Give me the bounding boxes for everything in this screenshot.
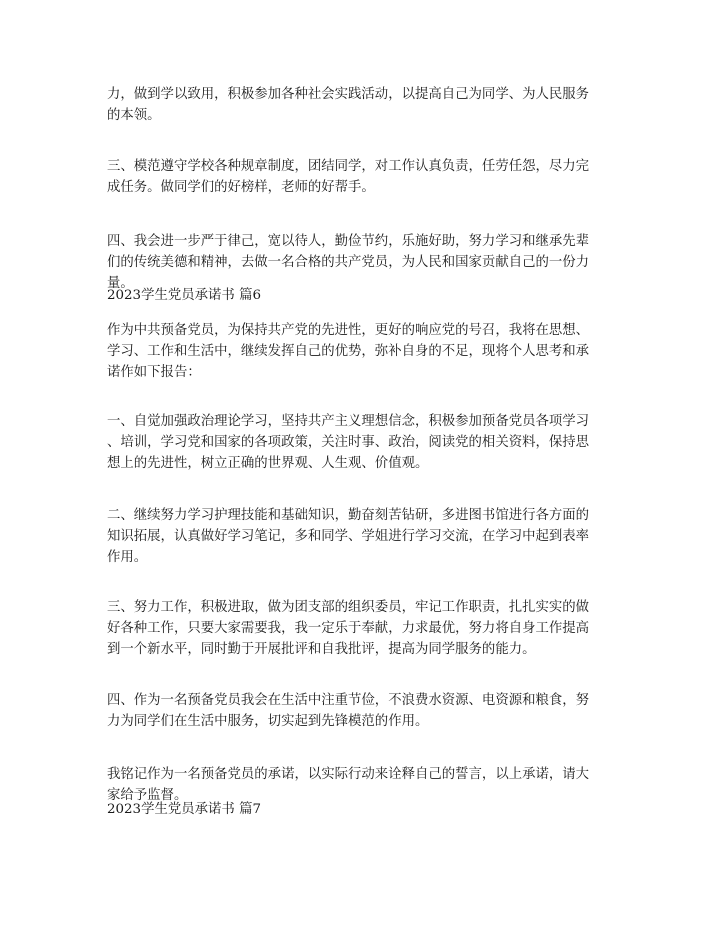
text-line: 四、我会进一步严于律己，宽以待人，勤俭节约，乐施好助，努力学习和继承先辈: [107, 234, 590, 249]
text-line: 到一个新水平，同时勤于开展批评和自我批评，提高为同学服务的能力。: [107, 642, 536, 657]
text-line: 、培训，学习党和国家的各项政策，关注时事、政治，阅读党的相关资料，保持思: [107, 435, 590, 450]
paragraph-item-1: [107, 411, 619, 474]
text-line: 量。: [107, 276, 134, 291]
text-line: 三、努力工作，积极进取，做为团支部的组织委员，牢记工作职责，扎扎实实的做: [107, 600, 590, 615]
paragraph-intro: [107, 320, 619, 383]
text-line: 作为中共预备党员，为保持共产党的先进性，更好的响应党的号召，我将在思想、: [107, 323, 590, 338]
text-line: 成任务。做同学们的好榜样，老师的好帮手。: [107, 180, 375, 195]
text-line: 诺作如下报告：: [107, 365, 201, 380]
text-line: 好各种工作，只要大家需要我，我一定乐于奉献，力求最优，努力将自身工作提高: [107, 621, 590, 636]
paragraph-continuation: [107, 84, 619, 126]
text-line: 知识拓展，认真做好学习笔记，多和同学、学姐进行学习交流，在学习中起到表率: [107, 529, 590, 544]
text-line: 力为同学们在生活中服务，切实起到先锋模范的作用。: [107, 714, 429, 729]
section-heading-6: 2023学生党员承诺书 篇6: [107, 288, 261, 303]
text-line: 三、模范遵守学校各种规章制度，团结同学，对工作认真负责，任劳任怨，尽力完: [107, 159, 590, 174]
text-line: 的本领。: [107, 108, 161, 123]
paragraph-item-3: [107, 156, 619, 198]
text-line: 四、作为一名预备党员我会在生活中注重节俭，不浪费水资源、电资源和粮食，努: [107, 693, 590, 708]
paragraph-item-2: [107, 505, 619, 568]
text-line: 学习、工作和生活中，继续发挥自己的优势，弥补自身的不足，现将个人思考和承: [107, 344, 590, 359]
text-line: 二、继续努力学习护理技能和基础知识，勤奋刻苦钻研，多进图书馆进行各方面的: [107, 508, 590, 523]
text-line: 我铭记作为一名预备党员的承诺，以实际行动来诠释自己的誓言，以上承诺，请大: [107, 767, 590, 782]
text-line: 家给予监督。: [107, 788, 188, 803]
text-line: 们的传统美德和精神，去做一名合格的共产党员，为人民和国家贡献自己的一份力: [107, 255, 590, 270]
section-heading-7: 2023学生党员承诺书 篇7: [107, 802, 261, 817]
text-line: 力，做到学以致用，积极参加各种社会实践活动，以提高自己为同学、为人民服务: [107, 87, 590, 102]
text-line: 作用。: [107, 550, 148, 565]
paragraph-item-3b: [107, 597, 619, 660]
text-line: 想上的先进性，树立正确的世界观、人生观、价值观。: [107, 456, 429, 471]
text-line: 一、自觉加强政治理论学习，坚持共产主义理想信念，积极参加预备党员各项学习: [107, 414, 590, 429]
paragraph-item-4b: [107, 690, 619, 732]
